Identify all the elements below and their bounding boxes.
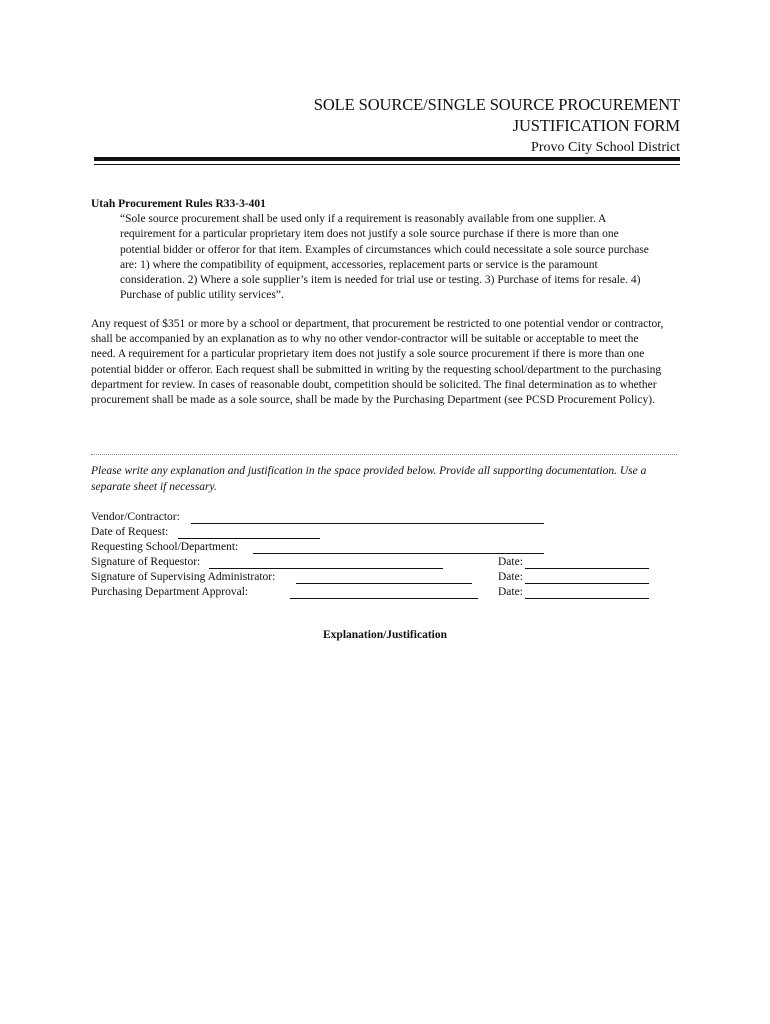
requestor-signature-row xyxy=(91,555,677,570)
supervisor-date-label: Date: xyxy=(498,571,523,583)
form-fields xyxy=(91,510,677,600)
date-of-request-label: Date of Request: xyxy=(91,526,169,538)
title-block xyxy=(314,94,680,157)
supervisor-date-field[interactable] xyxy=(525,583,649,584)
form-title-line-2: JUSTIFICATION FORM xyxy=(512,116,680,135)
purchasing-date-field[interactable] xyxy=(525,598,649,599)
requestor-signature-label: Signature of Requestor: xyxy=(91,556,201,568)
vendor-row xyxy=(91,510,677,525)
requesting-school-row xyxy=(91,540,677,555)
instructions-text: Please write any explanation and justification in the space provided below. Provide all supporting documentation. Use a separate sheet if necessary. xyxy=(91,465,647,493)
dotted-divider xyxy=(91,454,677,455)
requestor-date-label: Date: xyxy=(498,556,523,568)
purchasing-date-label: Date: xyxy=(498,586,523,598)
supervisor-signature-label: Signature of Supervising Administrator: xyxy=(91,571,276,583)
requesting-school-field[interactable] xyxy=(253,553,544,554)
rules-heading: Utah Procurement Rules R33-3-401 xyxy=(91,198,266,210)
requestor-signature-field[interactable] xyxy=(209,568,443,569)
requesting-school-label: Requesting School/Department: xyxy=(91,541,239,553)
header-rule-thick xyxy=(94,157,680,161)
requestor-date-field[interactable] xyxy=(525,568,649,569)
vendor-field[interactable] xyxy=(191,523,544,524)
header-rule-thin xyxy=(94,164,680,165)
supervisor-signature-field[interactable] xyxy=(296,583,472,584)
purchasing-approval-field[interactable] xyxy=(290,598,478,599)
vendor-label: Vendor/Contractor: xyxy=(91,511,180,523)
supervisor-signature-row xyxy=(91,570,677,585)
explanation-heading: Explanation/Justification xyxy=(323,629,447,641)
district-name: Provo City School District xyxy=(531,140,680,155)
form-title-line-1: SOLE SOURCE/SINGLE SOURCE PROCUREMENT xyxy=(313,95,680,114)
date-of-request-row xyxy=(91,525,677,540)
date-of-request-field[interactable] xyxy=(178,538,320,539)
rules-quote: “Sole source procurement shall be used only if a requirement is reasonably available from one supplier. A requirement for a particular proprietary item does not justify a sole source purchase if there is more than one potential bidder or offeror for that item. Examples of circumstances which could necessitate a sole source purchase are: 1) where the compatibility of equipment, accessories, replacement parts or service is the paramount consideration. 2) Where a sole supplier’s item is needed for trial use or testing. 3) Purchase of items for resale. 4) Purchase of public utility services”. xyxy=(120,213,649,302)
policy-paragraph: Any request of $351 or more by a school or department, that procurement be restricted to one potential vendor or contractor, shall be accompanied by an explanation as to why no other vendor-contractor will be suitable or acceptable to meet the need. A requirement for a particular proprietary item does not justify a sole source procurement if there is more than one potential bidder or offeror. Each request shall be submitted in writing by the requesting school/department to the purchasing department for review. In cases of reasonable doubt, competition should be solicited. The final determination as to whether procurement shall be made as a sole source, shall be made by the Purchasing Department (see PCSD Procurement Policy). xyxy=(91,318,664,407)
purchasing-approval-row xyxy=(91,585,677,600)
purchasing-approval-label: Purchasing Department Approval: xyxy=(91,586,249,598)
